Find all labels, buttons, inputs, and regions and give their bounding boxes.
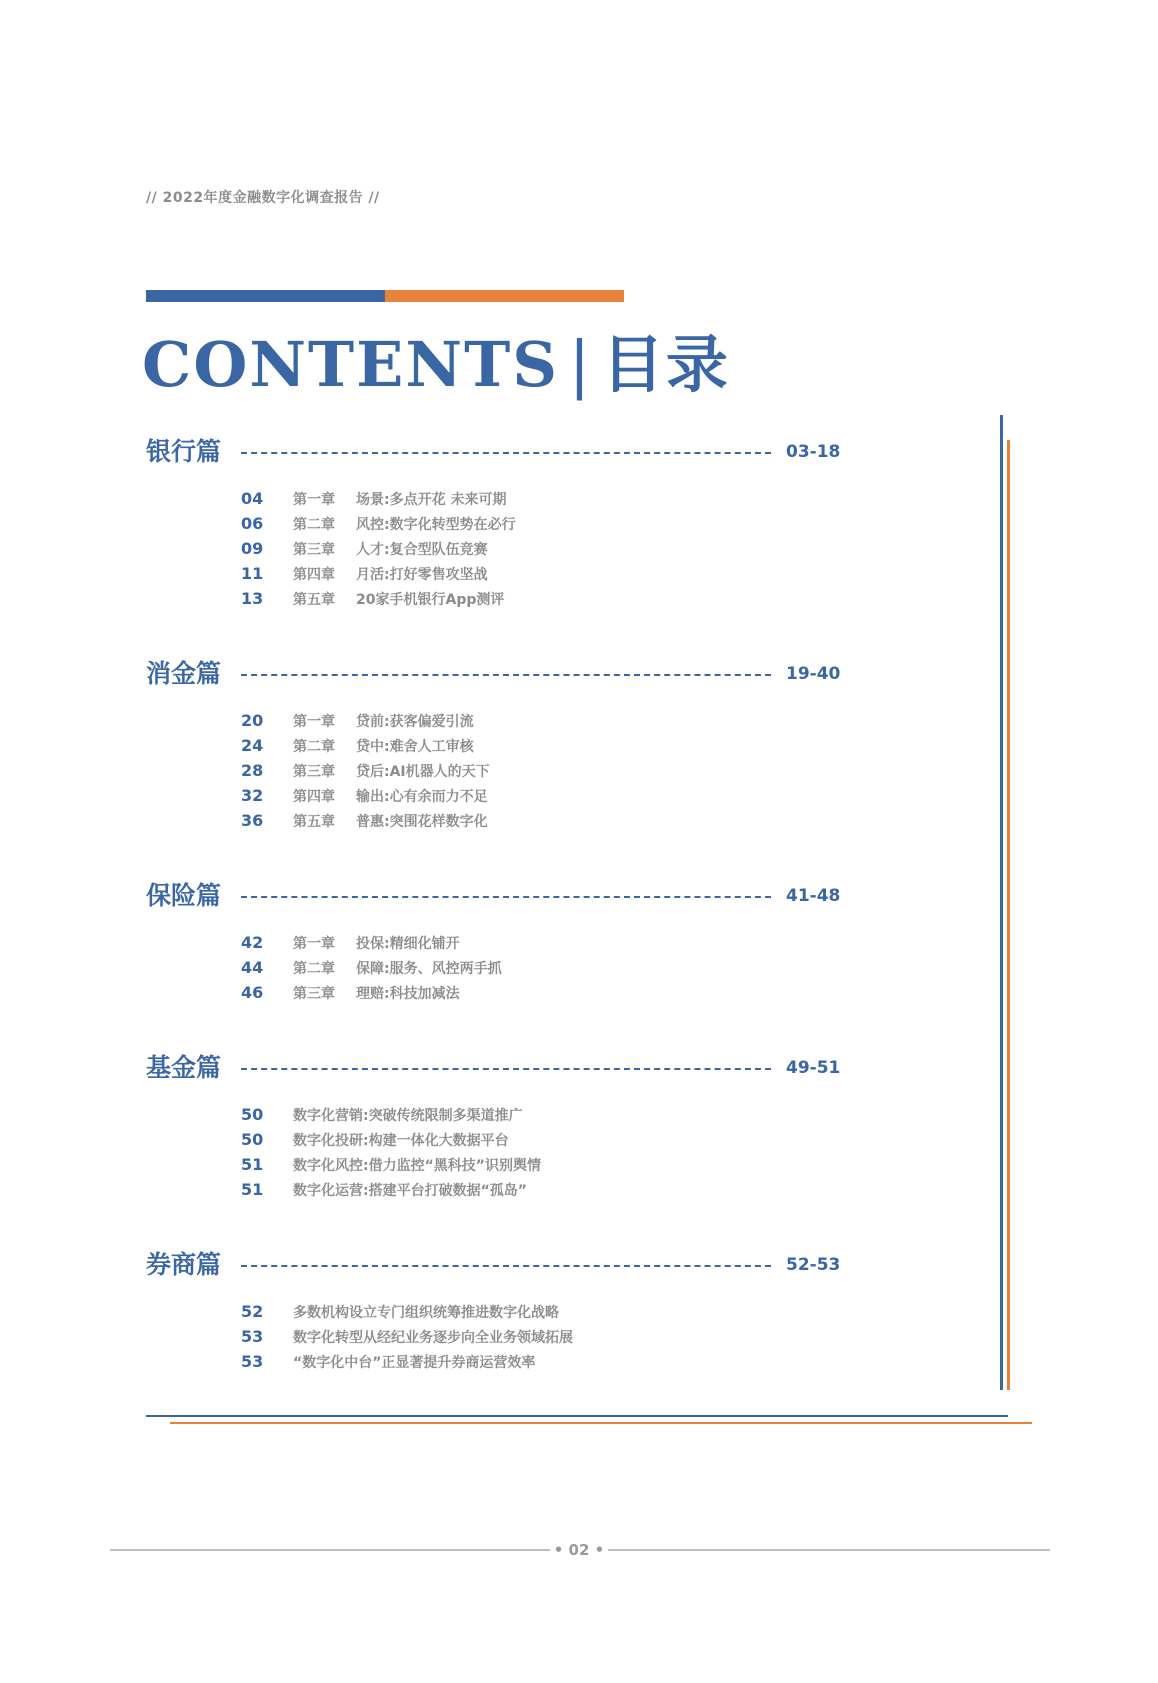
report-header: // 2022年度金融数字化调查报告 // bbox=[146, 190, 380, 206]
entry-chapter: 第三章 bbox=[293, 986, 335, 1002]
entry-title: 风控:数字化转型势在必行 bbox=[356, 517, 516, 533]
toc-section-banking bbox=[146, 434, 846, 608]
section-items bbox=[241, 930, 502, 1005]
title-accent-bar-blue bbox=[146, 290, 385, 302]
entry-page: 53 bbox=[241, 1327, 264, 1346]
section-heading[interactable] bbox=[146, 656, 846, 692]
entry-page: 24 bbox=[241, 736, 264, 755]
toc-entry[interactable] bbox=[241, 1152, 541, 1177]
entry-page: 04 bbox=[241, 489, 264, 508]
entry-title: 数字化转型从经纪业务逐步向全业务领域拓展 bbox=[293, 1330, 573, 1346]
entry-title: 投保:精细化铺开 bbox=[356, 936, 460, 952]
footer-rule-right bbox=[608, 1549, 1050, 1551]
entry-title: 数字化风控:借力监控“黑科技”识别舆情 bbox=[293, 1158, 541, 1174]
entry-title: 数字化营销:突破传统限制多渠道推广 bbox=[293, 1108, 523, 1124]
entry-title: “数字化中台”正显著提升券商运营效率 bbox=[293, 1355, 536, 1371]
page-number: • 02 • bbox=[553, 1541, 605, 1559]
entry-title: 数字化投研:构建一体化大数据平台 bbox=[293, 1133, 509, 1149]
toc-section-securities bbox=[146, 1247, 846, 1371]
dotted-leader bbox=[241, 674, 771, 676]
toc-entry[interactable] bbox=[241, 536, 516, 561]
title-accent-bar-orange bbox=[385, 290, 624, 302]
toc-entry[interactable] bbox=[241, 708, 490, 733]
section-heading[interactable] bbox=[146, 1247, 846, 1283]
toc-entry[interactable] bbox=[241, 1177, 541, 1202]
entry-page: 46 bbox=[241, 983, 264, 1002]
toc-entry[interactable] bbox=[241, 758, 490, 783]
entry-chapter: 第五章 bbox=[293, 592, 335, 608]
dotted-leader bbox=[241, 452, 771, 454]
title-chinese: 目录 bbox=[601, 328, 730, 401]
toc-entry[interactable] bbox=[241, 808, 490, 833]
toc-entry[interactable] bbox=[241, 561, 516, 586]
entry-page: 09 bbox=[241, 539, 264, 558]
entry-page: 50 bbox=[241, 1130, 264, 1149]
toc-entry[interactable] bbox=[241, 1299, 573, 1324]
toc-entry[interactable] bbox=[241, 486, 516, 511]
footer-rule-left bbox=[110, 1549, 550, 1551]
entry-page: 20 bbox=[241, 711, 264, 730]
entry-chapter: 第二章 bbox=[293, 961, 335, 977]
entry-title: 保障:服务、风控两手抓 bbox=[356, 961, 502, 977]
toc-entry[interactable] bbox=[241, 930, 502, 955]
entry-page: 51 bbox=[241, 1155, 264, 1174]
section-page-range: 03-18 bbox=[786, 442, 841, 462]
frame-line-horizontal-blue bbox=[146, 1415, 1008, 1417]
section-name: 券商篇 bbox=[146, 1250, 222, 1279]
frame-line-vertical-orange bbox=[1007, 440, 1010, 1390]
entry-page: 51 bbox=[241, 1180, 264, 1199]
entry-page: 28 bbox=[241, 761, 264, 780]
toc-entry[interactable] bbox=[241, 783, 490, 808]
section-name: 银行篇 bbox=[146, 437, 222, 466]
entry-chapter: 第一章 bbox=[293, 492, 335, 508]
entry-page: 13 bbox=[241, 589, 264, 608]
toc-entry[interactable] bbox=[241, 980, 502, 1005]
entry-title: 理赔:科技加减法 bbox=[356, 986, 460, 1002]
section-items bbox=[241, 486, 516, 611]
entry-chapter: 第三章 bbox=[293, 542, 335, 558]
toc-section-consumer-finance bbox=[146, 656, 846, 830]
entry-title: 人才:复合型队伍竞赛 bbox=[356, 542, 488, 558]
section-page-range: 49-51 bbox=[786, 1058, 841, 1078]
title-separator: | bbox=[569, 328, 592, 401]
dotted-leader bbox=[241, 1265, 771, 1267]
entry-page: 32 bbox=[241, 786, 264, 805]
entry-chapter: 第一章 bbox=[293, 936, 335, 952]
section-items bbox=[241, 1299, 573, 1374]
toc-entry[interactable] bbox=[241, 511, 516, 536]
frame-line-horizontal-orange bbox=[170, 1422, 1032, 1424]
entry-chapter: 第四章 bbox=[293, 567, 335, 583]
entry-chapter: 第二章 bbox=[293, 739, 335, 755]
toc-entry[interactable] bbox=[241, 1102, 541, 1127]
title-english: CONTENTS bbox=[142, 328, 560, 401]
frame-line-vertical-blue bbox=[1000, 415, 1003, 1390]
section-name: 基金篇 bbox=[146, 1053, 222, 1082]
entry-page: 11 bbox=[241, 564, 264, 583]
section-heading[interactable] bbox=[146, 1050, 846, 1086]
entry-page: 50 bbox=[241, 1105, 264, 1124]
entry-page: 42 bbox=[241, 933, 264, 952]
entry-title: 贷中:难舍人工审核 bbox=[356, 739, 474, 755]
entry-chapter: 第一章 bbox=[293, 714, 335, 730]
entry-title: 月活:打好零售攻坚战 bbox=[356, 567, 488, 583]
toc-entry[interactable] bbox=[241, 586, 516, 611]
page-title bbox=[142, 325, 730, 405]
entry-chapter: 第三章 bbox=[293, 764, 335, 780]
entry-page: 06 bbox=[241, 514, 264, 533]
toc-entry[interactable] bbox=[241, 955, 502, 980]
section-page-range: 19-40 bbox=[786, 664, 841, 684]
entry-page: 36 bbox=[241, 811, 264, 830]
section-page-range: 52-53 bbox=[786, 1255, 841, 1275]
entry-chapter: 第四章 bbox=[293, 789, 335, 805]
section-page-range: 41-48 bbox=[786, 886, 841, 906]
entry-title: 贷后:AI机器人的天下 bbox=[356, 764, 490, 780]
entry-title: 贷前:获客偏爱引流 bbox=[356, 714, 474, 730]
dotted-leader bbox=[241, 1068, 771, 1070]
entry-page: 53 bbox=[241, 1352, 264, 1371]
toc-entry[interactable] bbox=[241, 1349, 573, 1374]
toc-section-fund bbox=[146, 1050, 846, 1199]
toc-entry[interactable] bbox=[241, 1127, 541, 1152]
section-items bbox=[241, 708, 490, 833]
entry-title: 普惠:突围花样数字化 bbox=[356, 814, 488, 830]
entry-page: 52 bbox=[241, 1302, 264, 1321]
section-items bbox=[241, 1102, 541, 1202]
entry-title: 多数机构设立专门组织统筹推进数字化战略 bbox=[293, 1305, 559, 1321]
entry-title: 数字化运营:搭建平台打破数据“孤岛” bbox=[293, 1183, 528, 1199]
entry-chapter: 第五章 bbox=[293, 814, 335, 830]
entry-page: 44 bbox=[241, 958, 264, 977]
toc-entry[interactable] bbox=[241, 733, 490, 758]
section-name: 消金篇 bbox=[146, 659, 222, 688]
section-heading[interactable] bbox=[146, 878, 846, 914]
entry-title: 输出:心有余而力不足 bbox=[356, 789, 488, 805]
toc-section-insurance bbox=[146, 878, 846, 1002]
entry-chapter: 第二章 bbox=[293, 517, 335, 533]
dotted-leader bbox=[241, 896, 771, 898]
entry-title: 20家手机银行App测评 bbox=[356, 592, 505, 608]
entry-title: 场景:多点开花 未来可期 bbox=[356, 492, 507, 508]
toc-entry[interactable] bbox=[241, 1324, 573, 1349]
section-heading[interactable] bbox=[146, 434, 846, 470]
section-name: 保险篇 bbox=[146, 881, 222, 910]
